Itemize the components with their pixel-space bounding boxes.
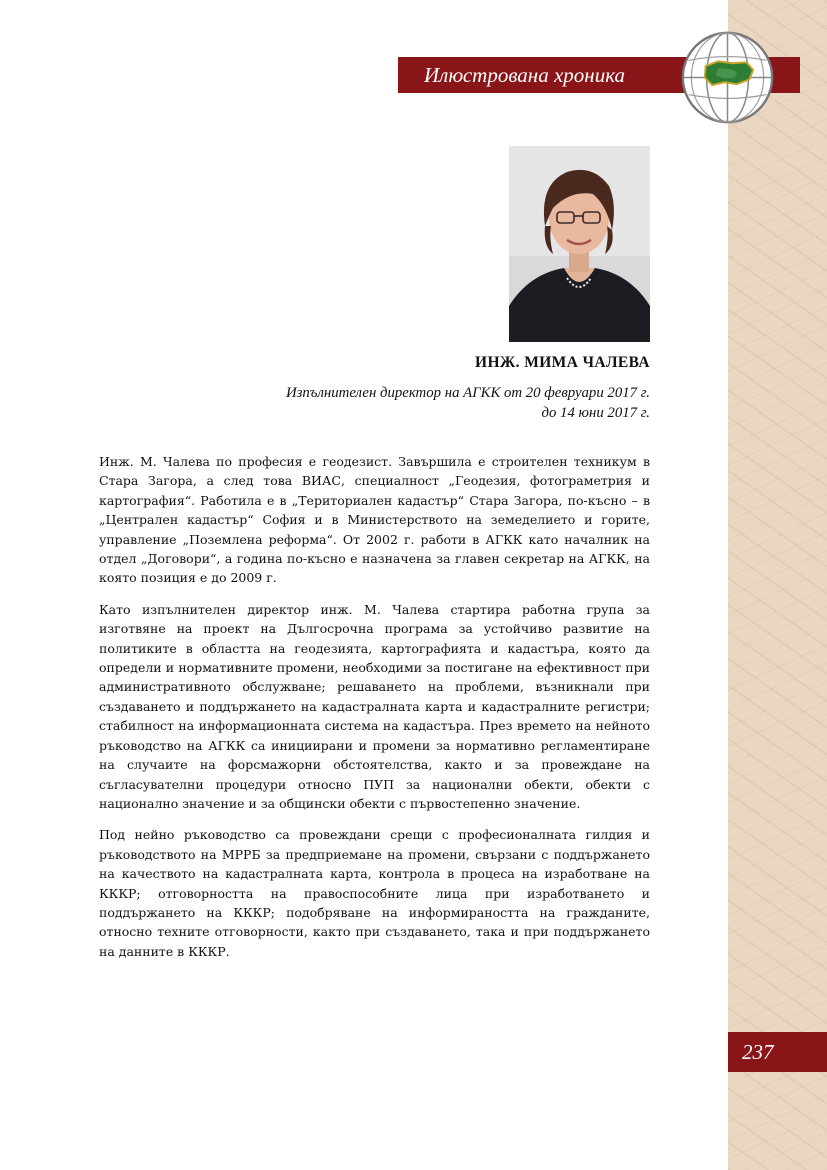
- paragraph-1: Инж. М. Чалева по професия е геодезист. Завършила е строителен техникум в Стара Загора, а след това ВИАС, специалност „Геодезия, фотограметрия и картография“. Работила е в „Териториален кадастър“ Стара Загора, по-късно – в „Централен кадастър“ София и в Министерството на земеделието и горите, управление „Поземлена реформа“. От 2002 г. работи в АГКК като началник на отдел „Договори“, а година по-късно е назначена за главен секретар на АГКК, на която позиция е до 2009 г.: [99, 454, 650, 586]
- decorative-sidebar: [728, 0, 827, 1170]
- paragraph-3: Под нейно ръководство са провеждани срещи с професионалната гилдия и ръководството на МРРБ за предприемане на промени, свързани с поддържането на качеството на кадастралната карта, контрола в процеса на изработване на КККР; отговорността на правоспособните лица при изработването и поддържането на КККР; подобряване на информираността на гражданите, относно техните отговорности, както при създаването, така и при поддържането на данните в КККР.: [99, 827, 650, 959]
- role-line-2: до 14 юни 2017 г.: [541, 405, 650, 421]
- person-name: ИНЖ. МИМА ЧАЛЕВА: [475, 354, 650, 371]
- paragraph-2: Като изпълнителен директор инж. М. Чалева стартира работна група за изготвяне на проект на Дългосрочна програма за устойчиво развитие на политиките в областта на геодезията, картографията и кадастъра, която да определи и нормативните промени, необходими за постигане на ефективност при административното обслужване; решаването на проблеми, възникнали при създаването и поддържането на кадастралната карта и кадастралните регистри; стабилност на информационната система на кадастъра. През времето на нейното ръководство на АГКК са инициирани и промени за нормативно регламентиране на случаите на форсмажорни обстоятелства, както и за провеждане на съгласувателни процедури относно ПУП за национални обекти, обекти с национално значение и за общински обекти с първостепенно значение.: [99, 601, 650, 811]
- role-line-1: Изпълнителен директор на АГКК от 20 февруари 2017 г.: [285, 385, 650, 401]
- person-role: [286, 383, 650, 423]
- article-body: [99, 452, 650, 973]
- section-title: Илюстрована хроника: [424, 63, 626, 87]
- page-number: 237: [742, 1040, 774, 1064]
- globe-map-emblem-icon: [680, 30, 775, 125]
- portrait-photo: [509, 146, 650, 342]
